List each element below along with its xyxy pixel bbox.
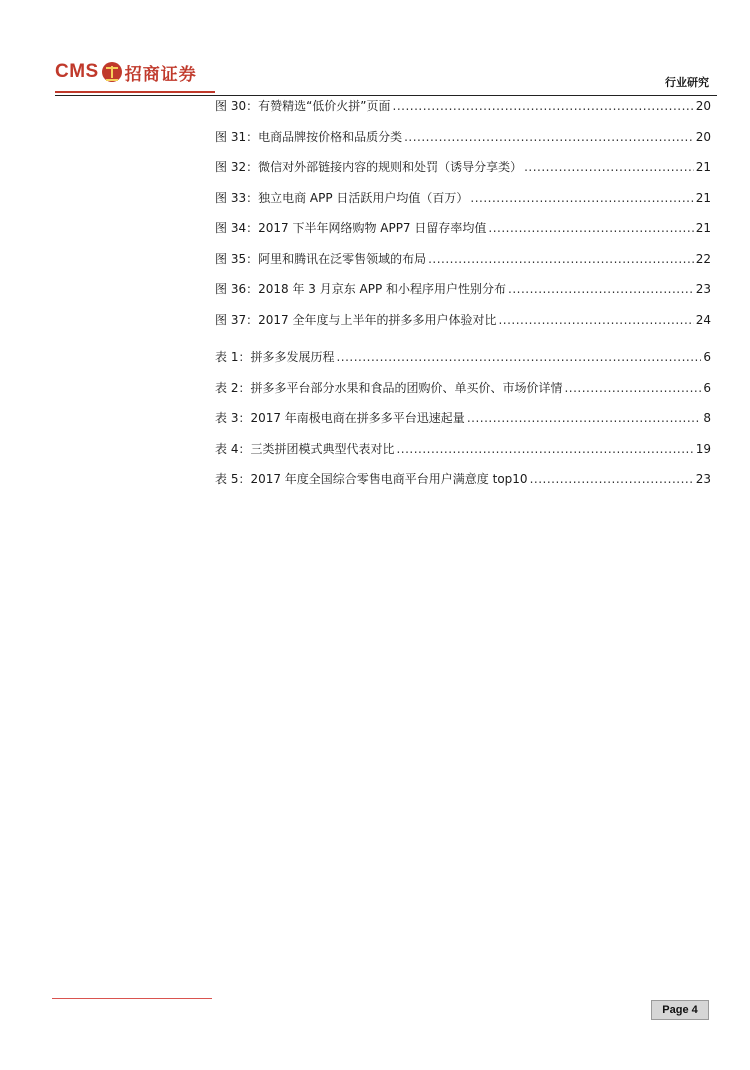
report-category: 行业研究 xyxy=(665,76,709,89)
figure-entries xyxy=(215,97,711,341)
page-header xyxy=(55,58,717,98)
toc-entry-page: 19 xyxy=(695,441,711,456)
toc-entry-label: 图 33：独立电商 APP 日活跃用户均值（百万） xyxy=(215,190,469,205)
toc-entry-page: 24 xyxy=(695,312,711,327)
cms-badge-icon xyxy=(102,62,122,82)
toc-entry-page: 21 xyxy=(695,190,711,205)
leader-dots xyxy=(524,160,694,174)
toc-entry-label: 表 3：2017 年南极电商在拼多多平台迅速起量 xyxy=(215,411,465,425)
header-divider xyxy=(55,95,717,96)
leader-dots xyxy=(404,130,694,144)
toc-entry-page: 21 xyxy=(695,221,711,235)
leader-dots xyxy=(470,191,693,205)
toc-entry[interactable] xyxy=(215,158,711,189)
toc-entry-page: 6 xyxy=(703,380,711,395)
toc-entry-label: 表 2：拼多多平台部分水果和食品的团购价、单买价、市场价详情 xyxy=(215,380,563,395)
toc-entry-page: 23 xyxy=(695,472,711,486)
toc-entry-page: 20 xyxy=(695,129,711,144)
toc-entry-label: 图 35：阿里和腾讯在泛零售领域的布局 xyxy=(215,251,427,266)
toc-entry[interactable] xyxy=(215,97,711,128)
toc-entry-page: 22 xyxy=(695,251,711,266)
page-number: Page 4 xyxy=(651,1000,709,1020)
toc-entry[interactable] xyxy=(215,219,711,250)
leader-dots xyxy=(498,313,693,327)
toc-entry-page: 21 xyxy=(695,160,711,174)
toc-entry-label: 图 32：微信对外部链接内容的规则和处罚（诱导分享类） xyxy=(215,160,523,174)
header-accent-line xyxy=(55,91,215,93)
leader-dots xyxy=(488,221,693,235)
toc-entry[interactable] xyxy=(215,440,711,471)
leader-dots xyxy=(508,282,694,296)
logo-chinese-name: 招商证券 xyxy=(124,64,197,85)
toc-entry[interactable] xyxy=(215,250,711,281)
leader-dots xyxy=(467,411,702,425)
leader-dots xyxy=(564,381,701,395)
toc-entry-label: 表 4：三类拼团模式典型代表对比 xyxy=(215,441,395,456)
toc-entry-label: 图 31：电商品牌按价格和品质分类 xyxy=(215,129,403,144)
leader-dots xyxy=(336,350,701,364)
toc-entry-page: 23 xyxy=(695,282,711,296)
toc-entry[interactable] xyxy=(215,348,711,379)
leader-dots xyxy=(393,99,694,113)
toc-entry[interactable] xyxy=(215,280,711,311)
footer-divider xyxy=(52,998,212,999)
logo-cms-text: CMS xyxy=(55,61,99,82)
toc-entry[interactable] xyxy=(215,311,711,342)
company-logo xyxy=(55,58,197,86)
toc-entry-label: 图 34：2017 下半年网络购物 APP7 日留存率均值 xyxy=(215,221,487,235)
toc-entry-label: 表 1：拼多多发展历程 xyxy=(215,350,335,364)
toc-entry[interactable] xyxy=(215,409,711,440)
toc-entry-label: 图 36：2018 年 3 月京东 APP 和小程序用户性别分布 xyxy=(215,282,507,296)
toc-entry-label: 图 30：有赞精选“低价火拼”页面 xyxy=(215,99,391,113)
toc-entry[interactable] xyxy=(215,189,711,220)
toc-entry-page: 20 xyxy=(695,99,711,113)
toc-entry-label: 表 5：2017 年度全国综合零售电商平台用户满意度 top10 xyxy=(215,472,528,486)
toc-entry[interactable] xyxy=(215,128,711,159)
toc-entry[interactable] xyxy=(215,379,711,410)
toc-entry[interactable] xyxy=(215,470,711,501)
table-list xyxy=(215,348,711,501)
table-entries xyxy=(215,348,711,501)
leader-dots xyxy=(396,442,693,456)
leader-dots xyxy=(428,252,694,266)
toc-entry-page: 8 xyxy=(703,411,711,425)
toc-entry-label: 图 37：2017 全年度与上半年的拼多多用户体验对比 xyxy=(215,312,497,327)
toc-entry-page: 6 xyxy=(703,350,711,364)
figure-list xyxy=(215,97,711,341)
leader-dots xyxy=(530,472,694,486)
